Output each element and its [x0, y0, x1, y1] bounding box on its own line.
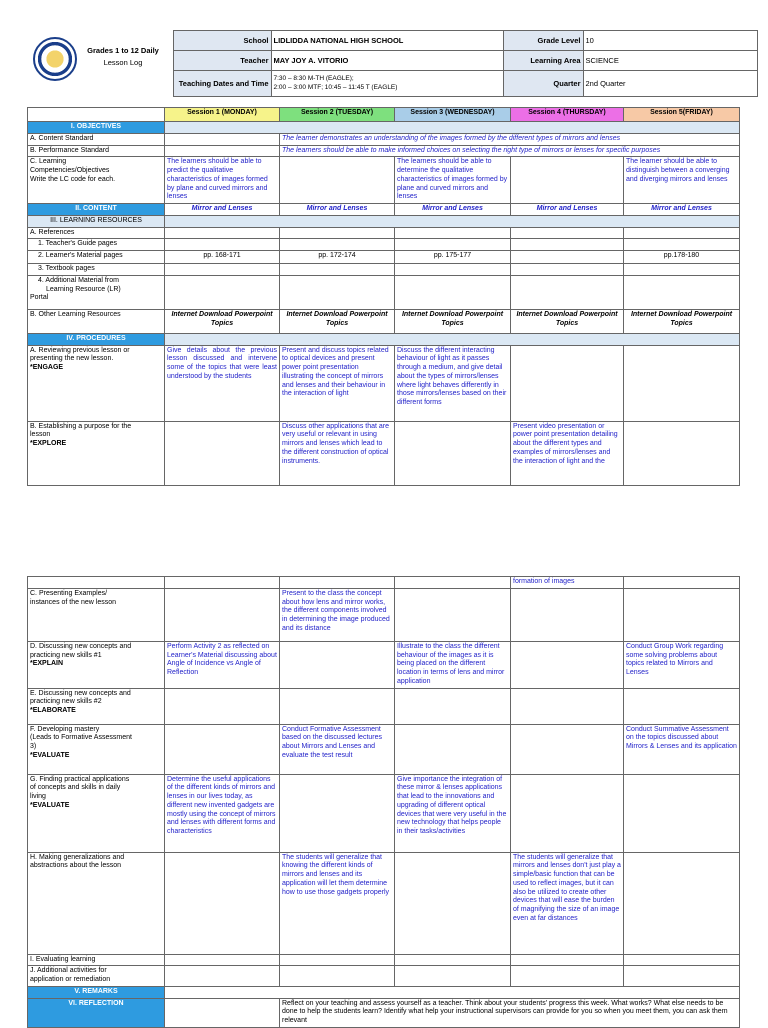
procedure-g-session-1: Determine the useful applications of the different kinds of mirrors and lenses in our lives today, as different new invented gadgets are mostly using the concept of mirrors and lenses with different forms and characteristics — [165, 774, 280, 852]
teacher-value: MAY JOY A. VITORIO — [271, 51, 503, 71]
deped-seal-logo — [33, 37, 77, 81]
references-label: A. References — [28, 227, 165, 239]
quarter-label: Quarter — [503, 71, 583, 97]
procedure-h-session-2: The students will generalize that knowing the different kinds of mirrors and lenses and its application will let them determine how to use those gadgets properly — [280, 852, 395, 954]
procedure-a-line-1: A. Reviewing previous lesson or — [30, 346, 130, 354]
reflection-blank — [165, 998, 280, 1027]
procedure-e-line-1: E. Discussing new concepts and — [30, 689, 131, 697]
session-1-header: Session 1 (MONDAY) — [165, 108, 280, 122]
competencies-label-line-3: Write the LC code for each. — [30, 175, 116, 183]
lesson-log-table-page-2 — [27, 576, 740, 1028]
teachers-guide-label: 1. Teacher's Guide pages — [28, 239, 165, 251]
procedure-h-line-2: abstractions about the lesson — [30, 862, 122, 870]
learning-area-value: SCIENCE — [583, 51, 757, 71]
competencies-label — [28, 157, 165, 204]
competency-session-3: The learners should be able to determine the qualitative characteristics of images formed by plane and curved mirrors and lenses — [395, 157, 511, 204]
procedure-c-line-1: C. Presenting Examples/ — [30, 589, 108, 597]
lm-pages-session-2: pp. 172-174 — [280, 251, 395, 264]
content-heading: II. CONTENT — [28, 204, 165, 216]
procedure-j-line-2: application or remediation — [30, 976, 111, 983]
procedure-g-line-1: G. Finding practical applications — [30, 775, 130, 783]
dates-line-1: 7:30 – 8:30 M-TH (EAGLE); — [273, 75, 354, 83]
procedure-b-session-1 — [165, 421, 280, 485]
header-logo-cell — [27, 31, 173, 97]
procedure-d-line-2: practicing new skills #1 — [30, 651, 102, 659]
objectives-heading-fill — [165, 122, 740, 134]
procedure-b-session-2: Discuss other applications that are very useful or relevant in using mirrors and lenses which lead to the different construction of optical instruments. — [280, 421, 395, 485]
session-4-header: Session 4 (THURSDAY) — [511, 108, 624, 122]
other-resources-session-5: Internet Download Powerpoint Topics — [624, 309, 740, 333]
procedure-d-session-3: Illustrate to the class the different behaviour of the images as it is being placed on the different location in terms of lens and mirror application — [395, 641, 511, 688]
procedure-g-session-3: Give importance the integration of these mirror & lenses applications that lead to the innovations and upgrading of different optical devices that were very useful in the new technology that helps people in their tasks/activities — [395, 774, 511, 852]
teaching-dates-value — [271, 71, 503, 97]
remarks-heading: V. REMARKS — [28, 986, 165, 998]
procedure-f-label — [28, 724, 165, 774]
other-resources-session-1: Internet Download Powerpoint Topics — [165, 309, 280, 333]
additional-material-line-1: 4. Additional Material from — [38, 276, 119, 284]
reflection-heading: VI. REFLECTION — [28, 998, 165, 1027]
procedure-a-session-1: Give details about the previous lesson discussed and intervene some of the topics that were least understood by the students — [165, 345, 280, 421]
competency-session-5: The learner should be able to distinguish between a converging and diverging mirrors and lenses — [624, 157, 740, 204]
procedures-heading-fill — [165, 333, 740, 345]
grade-level-label: Grade Level — [503, 31, 583, 51]
procedure-f-line-3: 3) — [30, 743, 37, 750]
procedures-heading: IV. PROCEDURES — [28, 333, 165, 345]
procedure-h-session-4: The students will generalize that mirrors and lenses don't just play a simple/basic function that can be used to reflect images, but it can also be utilized to create other devices that will ease the burden of magnifying the size of an image even at far distances — [511, 852, 624, 954]
content-standard-text: The learner demonstrates an understanding of the images formed by the different types of mirrors and lenses — [280, 133, 740, 145]
procedure-c-label — [28, 588, 165, 641]
teaching-dates-label: Teaching Dates and Time — [173, 71, 271, 97]
dates-line-2: 2:00 – 3:00 MTF; 10:45 – 11:45 T (EAGLE) — [273, 83, 398, 91]
school-value: LIDLIDDA NATIONAL HIGH SCHOOL — [271, 31, 503, 51]
quarter-value: 2nd Quarter — [583, 71, 757, 97]
procedure-d-session-1: Perform Activity 2 as reflected on Learner's Material discussing about Angle of Incidence vs Angle of Reflection — [165, 641, 280, 688]
competency-session-1: The learners should be able to predict the qualitative characteristics of images formed by plane and curved mirrors and lenses — [165, 157, 280, 204]
procedure-f-line-1: F. Developing mastery — [30, 725, 100, 733]
teacher-label: Teacher — [173, 51, 271, 71]
remarks-fill — [165, 986, 740, 998]
procedure-a-session-4 — [511, 345, 624, 421]
procedure-h-line-1: H. Making generalizations and — [30, 853, 125, 861]
content-standard-label: A. Content Standard — [28, 133, 165, 145]
content-topic-session-1: Mirror and Lenses — [165, 204, 280, 216]
performance-standard-text: The learners should be able to make informed choices on selecting the right type of mirrors or lenses for specific purposes — [280, 145, 740, 157]
content-standard-blank — [165, 133, 280, 145]
blank-corner-cell — [28, 108, 165, 122]
competencies-label-line-1: C. Learning — [30, 158, 67, 166]
content-topic-session-5: Mirror and Lenses — [624, 204, 740, 216]
procedure-g-tag: *EVALUATE — [30, 801, 70, 809]
lesson-log-table-page-1 — [27, 107, 740, 486]
title-line-1: Grades 1 to 12 Daily — [87, 45, 159, 55]
procedure-b-session-4-continued: formation of images — [511, 577, 624, 589]
lm-pages-session-4 — [511, 251, 624, 264]
procedure-g-line-2: of concepts and skills in daily — [30, 784, 121, 792]
procedure-h-label — [28, 852, 165, 954]
procedure-f-session-5: Conduct Summative Assessment on the topics discussed about Mirrors & Lenses and its application — [624, 724, 740, 774]
lm-pages-session-3: pp. 175-177 — [395, 251, 511, 264]
procedure-e-line-2: practicing new skills #2 — [30, 698, 102, 706]
procedure-d-line-1: D. Discussing new concepts and — [30, 642, 132, 650]
procedure-c-line-2: instances of the new lesson — [30, 598, 116, 606]
additional-material-label — [28, 275, 165, 309]
procedure-b-tag: *EXPLORE — [30, 440, 67, 447]
procedure-a-line-2: presenting the new lesson. — [30, 355, 114, 363]
procedure-b-session-5 — [624, 421, 740, 485]
header-table — [27, 30, 758, 97]
procedure-c-session-2: Present to the class the concept about how lens and mirror works, the different components involved in determining the image produced and its distance — [280, 588, 395, 641]
procedure-j-label — [28, 966, 165, 987]
session-2-header: Session 2 (TUESDAY) — [280, 108, 395, 122]
procedure-b-line-1: B. Establishing a purpose for the — [30, 422, 132, 430]
procedure-d-label — [28, 641, 165, 688]
grade-level-value: 10 — [583, 31, 757, 51]
procedure-d-session-5: Conduct Group Work regarding some solving problems about topics related to Mirrors and Lenses — [624, 641, 740, 688]
content-topic-session-3: Mirror and Lenses — [395, 204, 511, 216]
other-resources-session-4: Internet Download Powerpoint Topics — [511, 309, 624, 333]
procedure-a-session-5 — [624, 345, 740, 421]
reflection-text: Reflect on your teaching and assess yourself as a teacher. Think about your students' progress this week. What works? What else needs to be done to help the students learn? Identify what help your instructional supervisors can provide for you so when you meet them, you can ask them relevant — [280, 998, 740, 1027]
competency-session-4 — [511, 157, 624, 204]
learners-material-label: 2. Learner's Material pages — [28, 251, 165, 264]
competencies-label-line-2: Competencies/Objectives — [30, 167, 110, 174]
other-resources-label: B. Other Learning Resources — [28, 309, 165, 333]
procedure-d-tag: *EXPLAIN — [30, 660, 64, 668]
procedure-a-session-2: Present and discuss topics related to optical devices and present power point presentation illustrating the concept of mirrors and lenses and their behaviour in the interaction of light — [280, 345, 395, 421]
procedure-b-session-4: Present video presentation or power point presentation detailing about the different types and examples of mirrors/lenses and the interaction of light and the — [511, 421, 624, 485]
lm-pages-session-5: pp.178-180 — [624, 251, 740, 264]
performance-standard-label: B. Performance Standard — [28, 145, 165, 157]
performance-standard-blank — [165, 145, 280, 157]
session-5-header: Session 5(FRIDAY) — [624, 108, 740, 122]
procedure-e-tag: *ELABORATE — [30, 707, 76, 714]
lm-pages-session-1: pp. 168-171 — [165, 251, 280, 264]
content-topic-session-2: Mirror and Lenses — [280, 204, 395, 216]
procedure-b-label — [28, 421, 165, 485]
session-3-header: Session 3 (WEDNESDAY) — [395, 108, 511, 122]
textbook-pages-label: 3. Textbook pages — [28, 264, 165, 276]
additional-material-line-2: Learning Resource (LR) — [46, 285, 121, 293]
procedure-b-session-3 — [395, 421, 511, 485]
procedure-a-tag: *ENGAGE — [30, 364, 64, 371]
procedure-a-session-3: Discuss the different interacting behaviour of light as it passes through a medium, and give detail about the types of mirrors/lenses where light behaves differently in those mirrors/lenses based on their different forms — [395, 345, 511, 421]
procedure-j-line-1: J. Additional activities for — [30, 967, 107, 975]
other-resources-session-3: Internet Download Powerpoint Topics — [395, 309, 511, 333]
procedure-i-label: I. Evaluating learning — [28, 954, 165, 966]
procedure-g-label — [28, 774, 165, 852]
learning-resources-fill — [165, 215, 740, 227]
procedure-b-line-2: lesson — [30, 431, 51, 439]
school-label: School — [173, 31, 271, 51]
procedure-a-label — [28, 345, 165, 421]
procedure-f-tag: *EVALUATE — [30, 751, 70, 759]
learning-area-label: Learning Area — [503, 51, 583, 71]
other-resources-session-2: Internet Download Powerpoint Topics — [280, 309, 395, 333]
objectives-heading: I. OBJECTIVES — [28, 122, 165, 134]
procedure-f-session-2: Conduct Formative Assessment based on the discussed lectures about Mirrors and Lenses and evaluate the test result — [280, 724, 395, 774]
procedure-e-label — [28, 688, 165, 724]
learning-resources-heading: III. LEARNING RESOURCES — [28, 215, 165, 227]
content-topic-session-4: Mirror and Lenses — [511, 204, 624, 216]
competency-session-2 — [280, 157, 395, 204]
title-line-2: Lesson Log — [103, 57, 143, 67]
additional-material-line-3: Portal — [30, 294, 49, 302]
procedure-f-line-2: (Leads to Formative Assessment — [30, 734, 132, 742]
procedure-g-line-3: living — [30, 793, 46, 800]
